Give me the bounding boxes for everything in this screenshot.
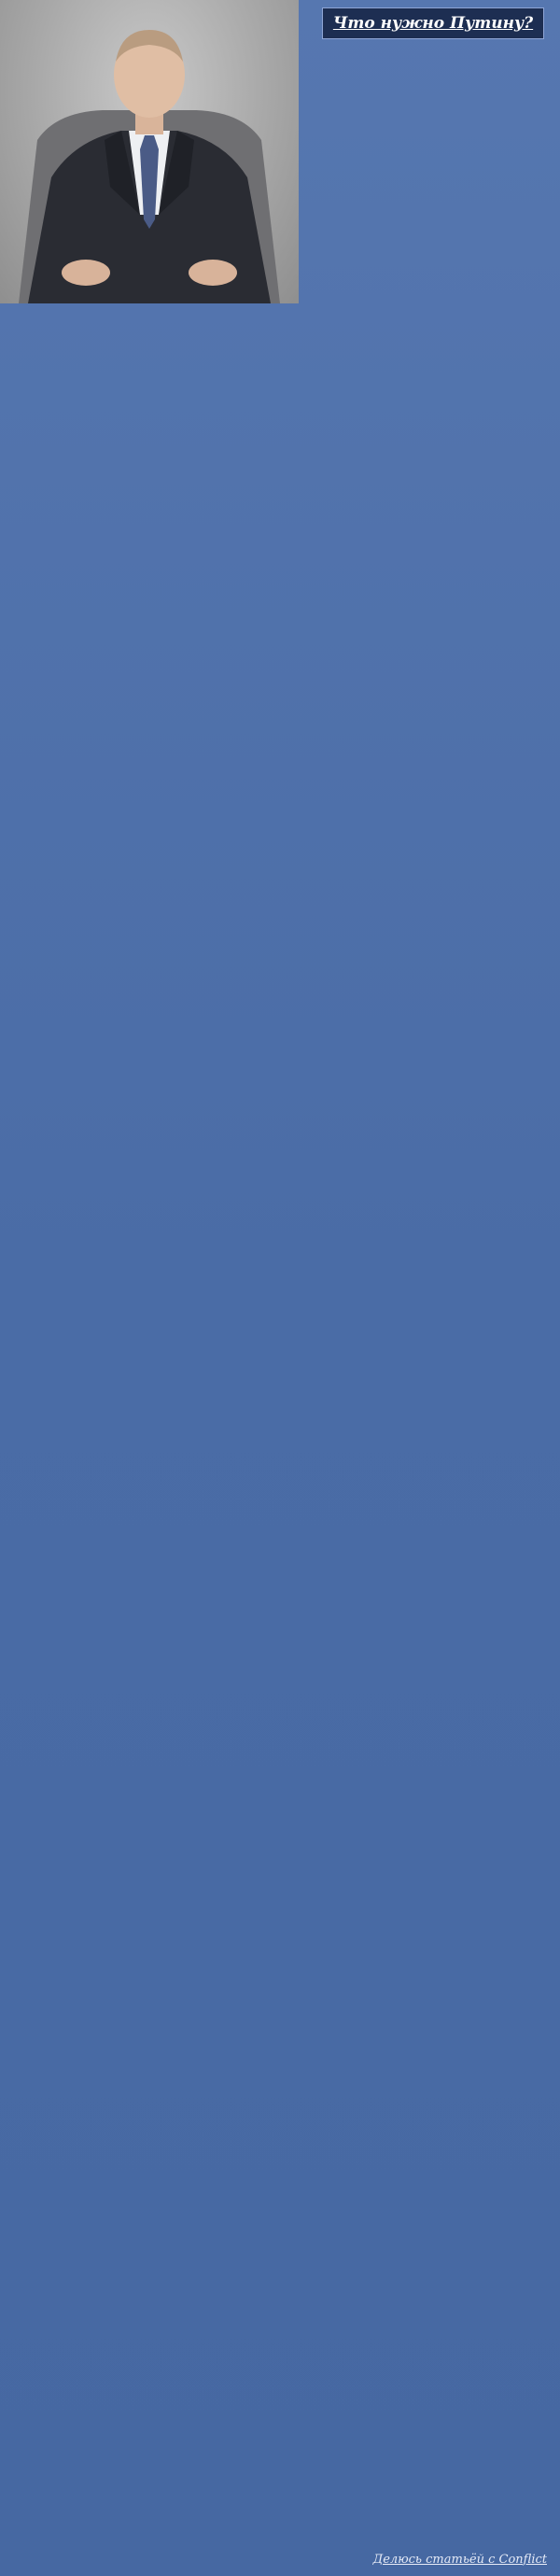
paragraph-intro: [320, 56, 549, 170]
paragraph: [11, 1246, 549, 1489]
paragraph: [11, 2208, 549, 2540]
portrait-photo: [0, 0, 299, 303]
paragraph: [11, 742, 549, 957]
paragraph: [11, 397, 549, 574]
man-in-suit-seated-icon: [0, 0, 299, 303]
share-footer[interactable]: Делюсь статьёй с Conflict: [372, 2552, 547, 2567]
page-title: Что нужно Путину?: [322, 7, 544, 39]
paragraph: [11, 1499, 549, 1881]
paragraph: [11, 584, 549, 733]
paragraph: [11, 1891, 549, 2199]
paragraph-sidebar: [320, 183, 549, 286]
paragraph: [11, 312, 549, 391]
paragraph: [11, 966, 549, 1237]
